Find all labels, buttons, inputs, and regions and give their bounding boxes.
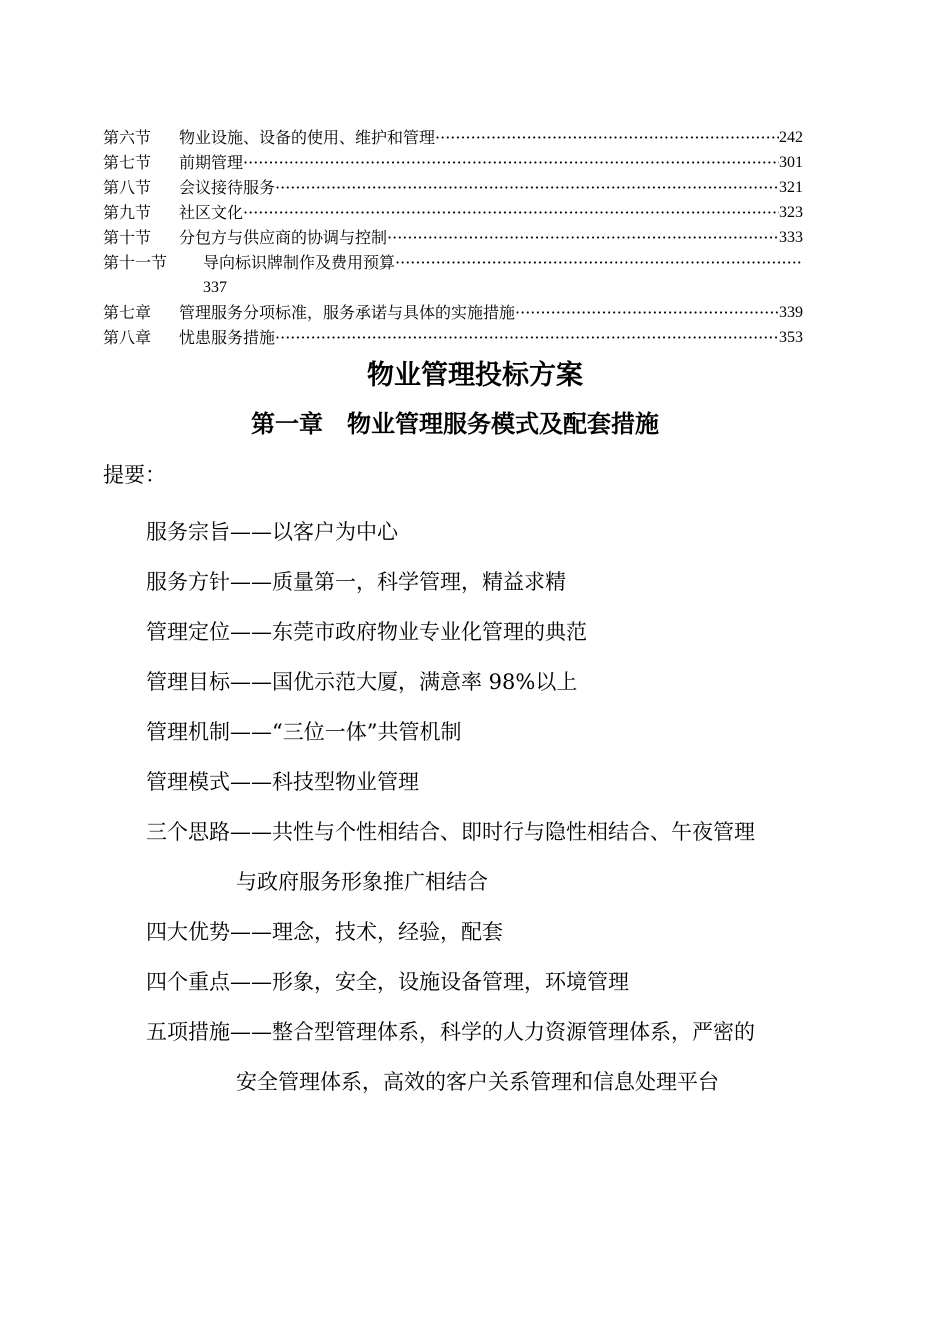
toc-row[interactable]	[103, 325, 803, 350]
toc-leader-dots	[275, 175, 779, 200]
toc-row[interactable]	[103, 150, 803, 175]
summary-item-continuation: 安全管理体系，高效的客户关系管理和信息处理平台	[236, 1070, 719, 1094]
toc-row[interactable]	[103, 250, 803, 275]
toc-row[interactable]	[103, 125, 803, 150]
summary-item	[146, 607, 826, 657]
toc-row[interactable]	[103, 175, 803, 200]
summary-item	[146, 707, 826, 757]
summary-item-text: 管理目标——国优示范大厦，满意率 98%以上	[146, 670, 578, 694]
summary-item	[146, 657, 826, 707]
toc-leader-dots	[435, 125, 779, 150]
summary-item	[146, 507, 826, 557]
summary-label: 提要：	[103, 463, 166, 487]
toc-page-number: 333	[779, 229, 803, 246]
toc-page-number: 339	[779, 304, 803, 321]
toc-leader-dots	[243, 200, 779, 225]
toc-row[interactable]	[103, 300, 803, 325]
summary-item-text: 四大优势——理念，技术，经验，配套	[146, 920, 503, 944]
toc-section: 第七章	[103, 303, 152, 322]
summary-item-text: 管理模式——科技型物业管理	[146, 770, 419, 794]
toc-title: 分包方与供应商的协调与控制	[179, 228, 388, 247]
toc-section: 第十一节	[103, 253, 168, 272]
toc-page-number: 301	[779, 154, 803, 171]
summary-item	[146, 907, 826, 957]
document-title: 物业管理投标方案	[367, 360, 583, 391]
table-of-contents	[103, 125, 803, 350]
toc-title: 会议接待服务	[179, 178, 276, 197]
toc-section: 第六节	[103, 128, 152, 147]
summary-item-text: 服务方针——质量第一，科学管理，精益求精	[146, 570, 566, 594]
summary-item-text: 管理机制——“三位一体”共管机制	[146, 720, 462, 744]
toc-title: 物业设施、设备的使用、维护和管理	[179, 128, 436, 147]
toc-row[interactable]	[103, 225, 803, 250]
toc-title: 导向标识牌制作及费用预算	[203, 253, 396, 272]
toc-page-number: 323	[779, 204, 803, 221]
toc-title: 管理服务分项标准，服务承诺与具体的实施措施	[179, 303, 516, 322]
toc-title: 社区文化	[179, 203, 244, 222]
toc-section: 第十节	[103, 228, 152, 247]
toc-section: 第八章	[103, 328, 152, 347]
toc-section: 第九节	[103, 203, 152, 222]
toc-page-number: 353	[779, 329, 803, 346]
summary-item	[146, 1007, 826, 1107]
summary-item	[146, 557, 826, 607]
toc-leader-dots	[243, 150, 779, 175]
toc-leader-dots	[275, 325, 779, 350]
summary-item-text: 三个思路——共性与个性相结合、即时行与隐性相结合、午夜管理	[146, 820, 755, 844]
summary-item	[146, 757, 826, 807]
toc-row[interactable]	[103, 200, 803, 225]
toc-section: 第七节	[103, 153, 152, 172]
toc-leader-dots	[387, 225, 779, 250]
toc-page-number: 242	[779, 129, 803, 146]
summary-item-text: 五项措施——整合型管理体系，科学的人力资源管理体系，严密的	[146, 1020, 755, 1044]
toc-page-number: 321	[779, 179, 803, 196]
toc-title: 前期管理	[179, 153, 244, 172]
toc-leader-dots	[395, 250, 803, 275]
summary-item	[146, 807, 826, 907]
toc-section: 第八节	[103, 178, 152, 197]
summary-item	[146, 957, 826, 1007]
summary-item-text: 管理定位——东莞市政府物业专业化管理的典范	[146, 620, 587, 644]
toc-title: 忧患服务措施	[179, 328, 276, 347]
summary-list	[146, 507, 826, 1107]
summary-item-continuation: 与政府服务形象推广相结合	[236, 870, 488, 894]
summary-item-text: 服务宗旨——以客户为中心	[146, 520, 398, 544]
toc-page-number: 337	[203, 279, 227, 296]
toc-leader-dots	[515, 300, 779, 325]
chapter-heading: 第一章 物业管理服务模式及配套措施	[251, 409, 659, 438]
summary-item-text: 四个重点——形象，安全，设施设备管理，环境管理	[146, 970, 629, 994]
